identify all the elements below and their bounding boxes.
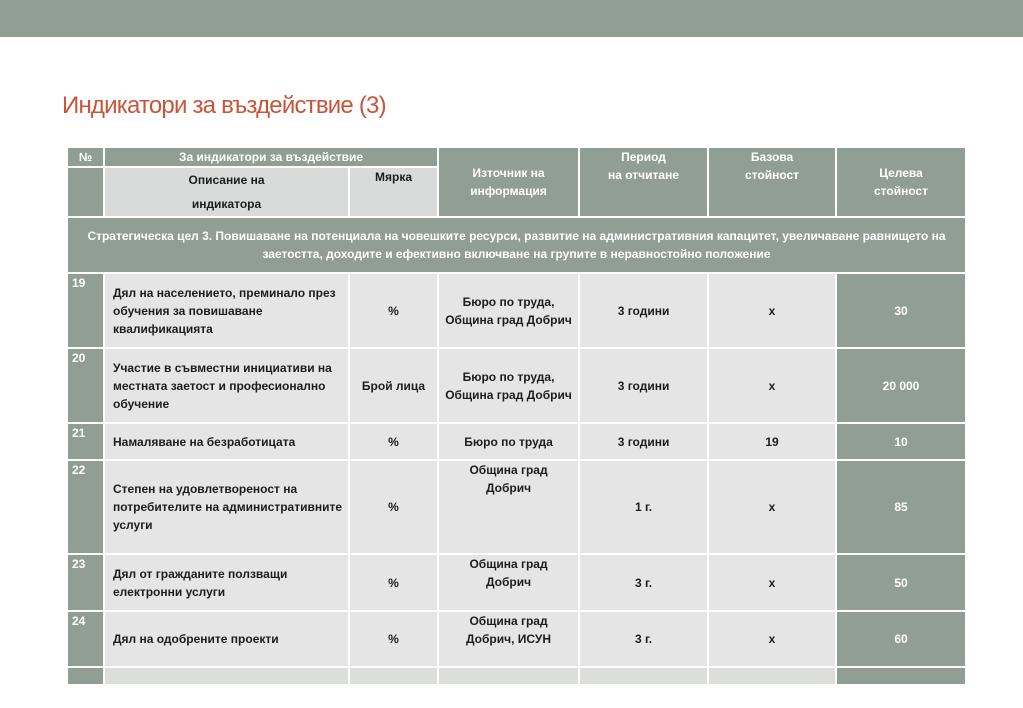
row-source: Бюро по труда, Община град Добрич xyxy=(438,273,579,348)
row-description: Дял на населението, преминало през обучения за повишаване квалификацията xyxy=(104,273,349,348)
empty-cell xyxy=(104,667,349,685)
header-target-line1: Целева xyxy=(879,166,923,180)
row-source: Община град Добрич xyxy=(438,554,579,611)
row-measure: % xyxy=(349,273,438,348)
strategic-goal: Стратегическа цел 3. Повишаване на потенциала на човешките ресурси, развитие на административния капацитет, увеличаване равнището на заетостта, доходите и ефективно включване на групите в неравностойно положение xyxy=(67,217,966,273)
table-row xyxy=(67,423,966,460)
row-period: 3 г. xyxy=(579,554,708,611)
row-base: x xyxy=(708,611,836,667)
row-measure: % xyxy=(349,554,438,611)
row-target: 85 xyxy=(836,460,966,554)
row-num: 19 xyxy=(67,273,104,348)
row-description: Участие в съвместни инициативи на местната заетост и професионално обучение xyxy=(104,348,349,423)
row-source: Община град Добрич, ИСУН xyxy=(438,611,579,667)
header-measure: Мярка xyxy=(349,167,438,217)
table-row xyxy=(67,554,966,611)
row-target: 30 xyxy=(836,273,966,348)
row-description: Дял на одобрените проекти xyxy=(104,611,349,667)
row-measure: Брой лица xyxy=(349,348,438,423)
row-base: x xyxy=(708,348,836,423)
row-num: 23 xyxy=(67,554,104,611)
empty-cell xyxy=(67,667,104,685)
row-num: 20 xyxy=(67,348,104,423)
header-base xyxy=(708,147,836,217)
row-period: 3 години xyxy=(579,423,708,460)
top-bar xyxy=(0,0,1023,37)
row-num: 24 xyxy=(67,611,104,667)
empty-cell xyxy=(579,667,708,685)
row-period: 1 г. xyxy=(579,460,708,554)
row-source: Бюро по труда xyxy=(438,423,579,460)
empty-cell xyxy=(349,667,438,685)
table-row xyxy=(67,273,966,348)
row-measure: % xyxy=(349,423,438,460)
header-period-line1: Период xyxy=(621,150,666,164)
header-description: Описание на индикатора xyxy=(104,167,349,217)
header-num: № xyxy=(67,147,104,167)
page-title: Индикатори за въздействие (3) xyxy=(62,92,386,119)
row-description: Степен на удовлетвореност на потребителите на административните услуги xyxy=(104,460,349,554)
table-row xyxy=(67,611,966,667)
row-source: Бюро по труда, Община град Добрич xyxy=(438,348,579,423)
header-period-line2: на отчитане xyxy=(608,168,679,182)
table-row xyxy=(67,348,966,423)
table-row xyxy=(67,460,966,554)
row-description: Намаляване на безработицата xyxy=(104,423,349,460)
header-period xyxy=(579,147,708,217)
row-description: Дял от гражданите ползващи електронни услуги xyxy=(104,554,349,611)
header-base-line1: Базова xyxy=(750,150,794,164)
empty-cell xyxy=(708,667,836,685)
indicators-table xyxy=(66,146,967,686)
row-measure: % xyxy=(349,460,438,554)
row-period: 3 г. xyxy=(579,611,708,667)
row-num: 22 xyxy=(67,460,104,554)
empty-cell xyxy=(438,667,579,685)
header-source: Източник на информация xyxy=(438,147,579,217)
table-row-empty xyxy=(67,667,966,685)
header-num-blank xyxy=(67,167,104,217)
header-target xyxy=(836,147,966,217)
row-target: 10 xyxy=(836,423,966,460)
row-base: 19 xyxy=(708,423,836,460)
row-period: 3 години xyxy=(579,273,708,348)
row-target: 20 000 xyxy=(836,348,966,423)
row-target: 50 xyxy=(836,554,966,611)
row-base: x xyxy=(708,460,836,554)
row-num: 21 xyxy=(67,423,104,460)
row-base: x xyxy=(708,554,836,611)
row-measure: % xyxy=(349,611,438,667)
header-group: За индикатори за въздействие xyxy=(104,147,438,167)
row-period: 3 години xyxy=(579,348,708,423)
header-base-line2: стойност xyxy=(744,168,800,182)
row-source: Община град Добрич xyxy=(438,460,579,554)
empty-cell xyxy=(836,667,966,685)
header-target-line2: стойност xyxy=(873,184,929,198)
row-base: x xyxy=(708,273,836,348)
row-target: 60 xyxy=(836,611,966,667)
